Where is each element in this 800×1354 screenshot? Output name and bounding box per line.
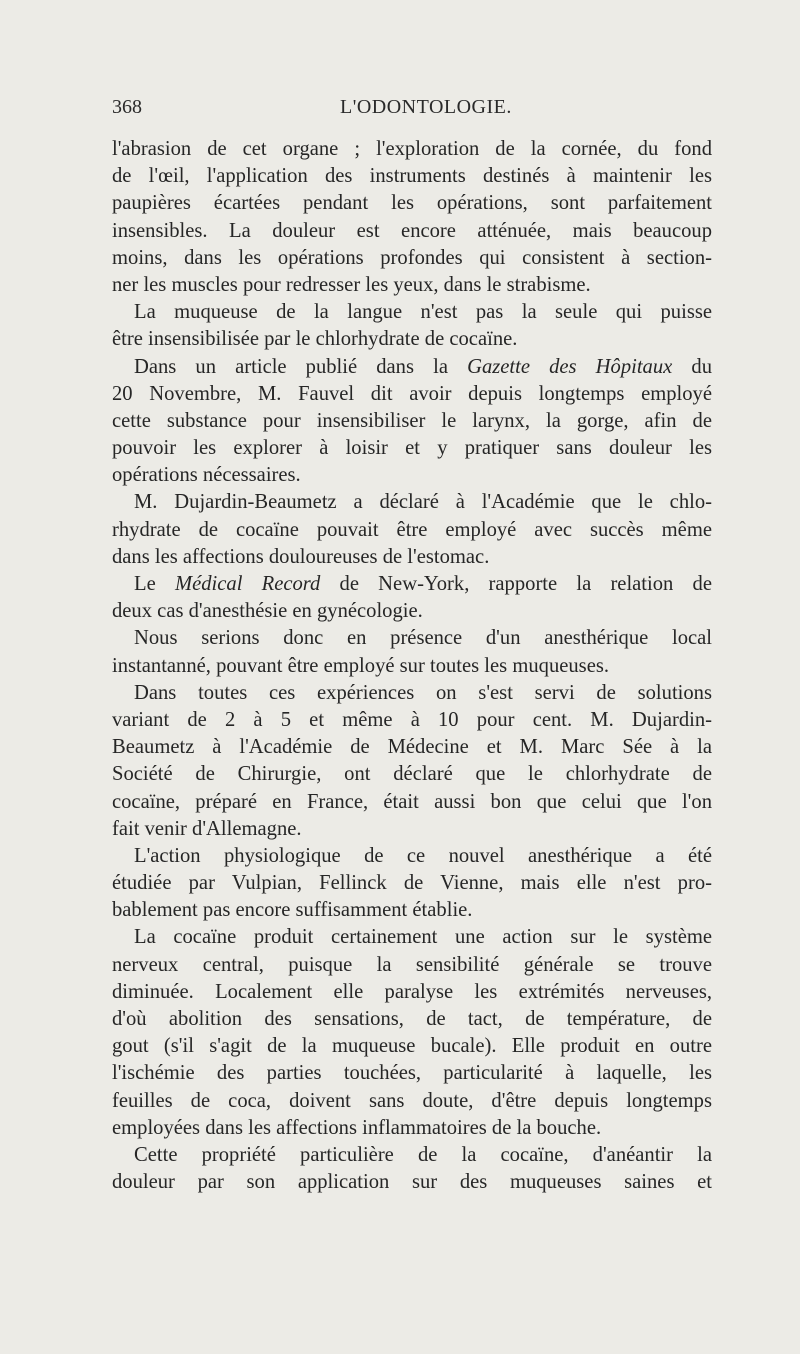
text-line [112,354,712,381]
text-line: bablement pas encore suffisamment établie. [112,899,473,922]
text-line: 20 Novembre, M. Fauvel dit avoir depuis longtemps employé [112,382,712,405]
text-line: étudiée par Vulpian, Fellinck de Vienne, mais elle n'est pro- [112,872,712,895]
body-text [112,136,712,1196]
text-segment: Dans un article publié dans la [134,355,468,378]
text-line: Société de Chirurgie, ont déclaré que le chlorhydrate de [112,763,712,786]
text-line: gout (s'il s'agit de la muqueuse bucale). Elle produit en outre [112,1035,712,1058]
page-header [112,96,712,126]
text-line: paupières écartées pendant les opérations, sont parfaitement [112,192,712,215]
text-line: pouvoir les explorer à loisir et y pratiquer sans douleur les [112,437,712,460]
italic-title: Médical Record [174,573,321,595]
text-line: M. Dujardin-Beaumetz a déclaré à l'Académie que le chlo- [134,491,712,514]
text-line: Cette propriété particulière de la cocaïne, d'anéantir la [134,1143,712,1166]
text-line: feuilles de coca, doivent sans doute, d'être depuis longtemps [112,1089,712,1112]
text-line: employées dans les affections inflammatoires de la bouche. [112,1116,602,1139]
text-line: diminuée. Localement elle paralyse les extrémités nerveuses, [112,980,712,1003]
text-line: La muqueuse de la langue n'est pas la seule qui puisse [134,301,712,324]
text-line: Beaumetz à l'Académie de Médecine et M. Marc Sée à la [112,736,712,759]
text-line: cocaïne, préparé en France, était aussi bon que celui que l'on [112,790,712,813]
text-line: moins, dans les opérations profondes qui consistent à section- [112,246,712,269]
text-line: insensibles. La douleur est encore atténuée, mais beaucoup [112,219,712,242]
text-line: douleur par son application sur des muqueuses saines et [112,1171,712,1194]
text-line: cette substance pour insensibiliser le larynx, la gorge, afin de [112,409,712,432]
text-line: nerveux central, puisque la sensibilité générale se trouve [112,953,712,976]
text-segment: du [672,355,712,378]
text-line: fait venir d'Allemagne. [112,817,302,840]
text-line: l'abrasion de cet organe ; l'exploration de la cornée, du fond [112,138,712,160]
italic-title: Gazette des Hôpitaux [467,355,673,378]
text-line: instantanné, pouvant être employé sur toutes les muqueuses. [112,654,609,677]
text-segment: de New-York, rapporte la relation de [320,573,712,595]
text-line: Dans toutes ces expériences on s'est servi de solutions [134,681,712,704]
page-number: 368 [112,96,142,118]
text-line: de l'œil, l'application des instruments destinés à maintenir les [112,165,712,188]
text-line: La cocaïne produit certainement une action sur le système [134,926,712,949]
text-line: être insensibilisée par le chlorhydrate de cocaïne. [112,328,518,351]
text-line: dans les affections douloureuses de l'estomac. [112,545,490,568]
text-line: deux cas d'anesthésie en gynécologie. [112,600,423,623]
text-line: L'action physiologique de ce nouvel anesthérique a été [134,844,712,867]
text-line: variant de 2 à 5 et même à 10 pour cent. M. Dujardin- [112,708,712,731]
text-line: opérations nécessaires. [112,464,301,487]
text-line [112,571,712,598]
text-segment: Le [134,573,175,595]
text-line: l'ischémie des parties touchées, particularité à laquelle, les [112,1062,712,1085]
text-line: d'où abolition des sensations, de tact, de température, de [112,1008,712,1030]
text-line: rhydrate de cocaïne pouvait être employé avec succès même [112,518,712,541]
running-title: L'ODONTOLOGIE. [340,96,512,118]
text-line: ner les muscles pour redresser les yeux, dans le strabisme. [112,273,591,296]
text-line: Nous serions donc en présence d'un anesthérique local [134,627,712,650]
